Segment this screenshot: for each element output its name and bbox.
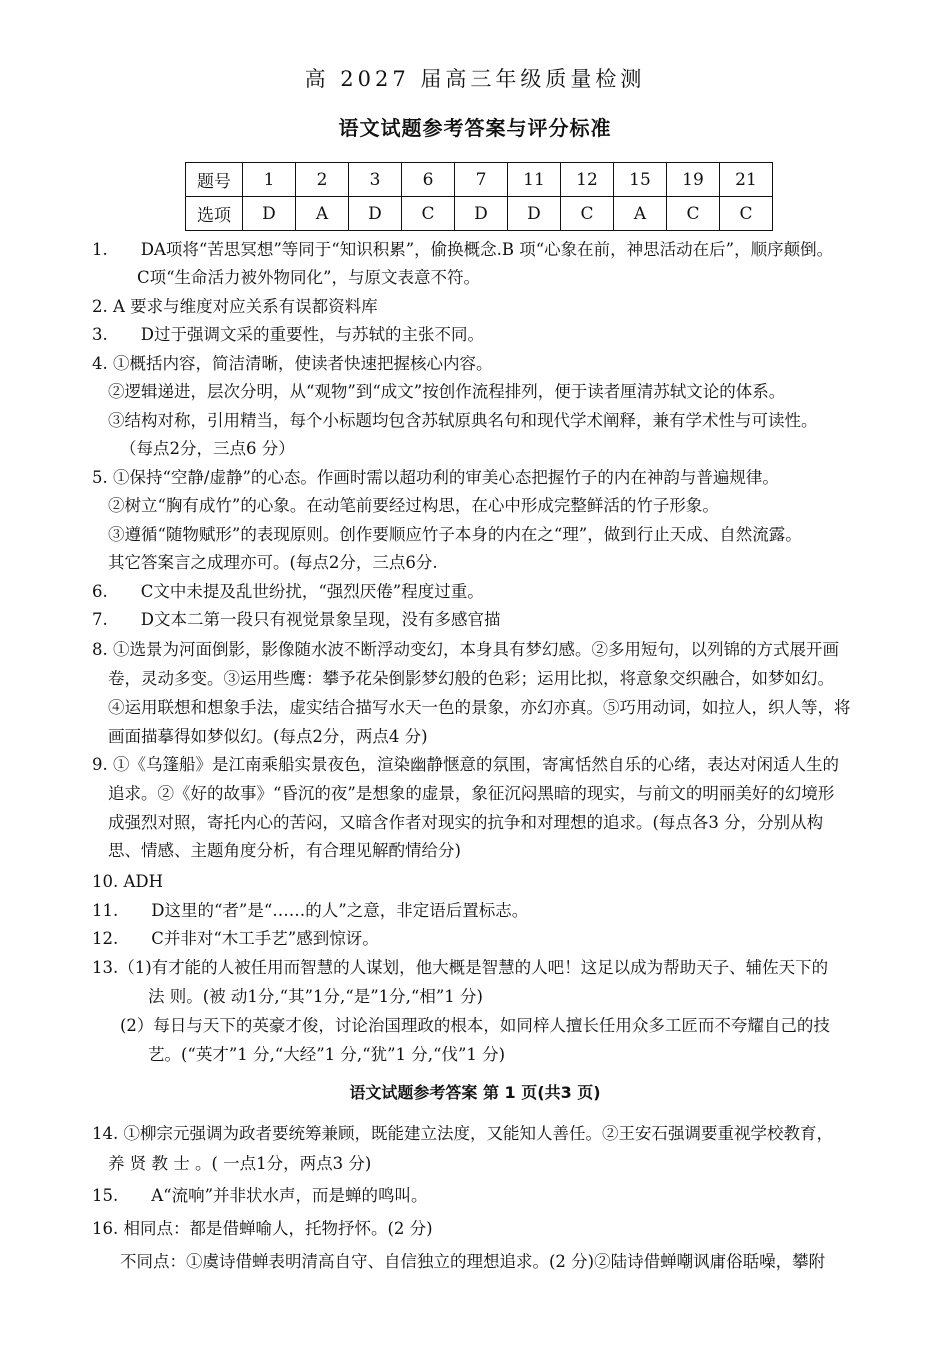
answer-line: 5. ①保持“空静/虚静”的心态。作画时需以超功利的审美心态把握竹子的内在神韵与普遍规律。 <box>92 468 779 487</box>
answer-line: 15. A“流响”并非状水声，而是蝉的鸣叫。 <box>92 1186 428 1205</box>
answer-line: ④运用联想和想象手法，虚实结合描写水天一色的景象，亦幻亦真。⑤巧用动词，如拉人，织人等，将 <box>108 698 851 717</box>
answer-line: 8. ①选景为河面倒影，影像随水波不断浮动变幻，本身具有梦幻感。②多用短句，以列锦的方式展开画 <box>92 640 839 659</box>
answer-cell: C <box>667 197 720 231</box>
answer-line: 卷，灵动多变。③运用些鹰：攀予花朵倒影梦幻般的色彩；运用比拟，将意象交织融合，如梦如幻。 <box>108 669 834 688</box>
answer-line: 4. ①概括内容，简洁清晰，使读者快速把握核心内容。 <box>92 354 493 373</box>
answer-line: 法 则。(被 动1分,“其”1分,“是”1分,“相”1 分) <box>148 987 483 1006</box>
exam-title: 高 2027 届高三年级质量检测 <box>304 67 646 91</box>
answer-line: ②树立“胸有成竹”的心象。在动笔前要经过构思，在心中形成完整鲜活的竹子形象。 <box>108 496 719 515</box>
answer-line: ②逻辑递进，层次分明，从“观物”到“成文”按创作流程排列，便于读者厘清苏轼文论的体系。 <box>108 382 786 401</box>
answer-line: 成强烈对照，寄托内心的苦闷，又暗含作者对现实的抗争和对理想的追求。(每点各3 分，分别从构 <box>108 813 824 832</box>
answer-line: (2）每日与天下的英豪才俊，讨论治国理政的根本，如同梓人擅长任用众多工匠而不夸耀自己的技 <box>120 1016 830 1035</box>
page-footer: 语文试题参考答案 第 1 页(共3 页) <box>349 1083 601 1102</box>
answer-line: 14. ①柳宗元强调为政者要统筹兼顾，既能建立法度，又能知人善任。②王安石强调要重视学校教育， <box>92 1124 833 1143</box>
answer-table <box>185 162 773 231</box>
answer-line: 12. C并非对“木工手艺”感到惊讶。 <box>92 929 379 948</box>
answer-line: 其它答案言之成理亦可。(每点2分，三点6分. <box>108 553 438 572</box>
answer-line: 6. C文中未提及乱世纷扰，“强烈厌倦”程度过重。 <box>92 582 484 601</box>
question-number-cell: 21 <box>720 163 773 197</box>
question-number-row <box>186 163 773 197</box>
question-number-cell: 1 <box>243 163 296 197</box>
answer-cell: D <box>349 197 402 231</box>
answer-line: 7. D文本二第一段只有视觉景象呈现，没有多感官描 <box>92 610 501 629</box>
answer-cell: A <box>296 197 349 231</box>
question-number-cell: 11 <box>508 163 561 197</box>
answer-line: 1. DA项将“苦思冥想”等同于“知识积累”，偷换概念.B 项“心象在前，神思活动在后”，顺序颠倒。 <box>92 240 834 259</box>
answer-cell: A <box>614 197 667 231</box>
answer-line: 2. A 要求与维度对应关系有误都资料库 <box>92 297 378 316</box>
answer-cell: C <box>720 197 773 231</box>
question-number-cell: 19 <box>667 163 720 197</box>
row-label-answer: 选项 <box>186 197 243 231</box>
answer-line: 3. D过于强调文采的重要性，与苏轼的主张不同。 <box>92 325 484 344</box>
answer-line: 养 贤 教 士 。( 一点1分，两点3 分) <box>108 1154 372 1173</box>
answer-cell: C <box>402 197 455 231</box>
question-number-cell: 12 <box>561 163 614 197</box>
answer-line: 11. D这里的“者”是“……的人”之意，非定语后置标志。 <box>92 901 529 920</box>
answer-line: 思、情感、主题角度分析，有合理见解酌情给分) <box>108 841 461 860</box>
answer-line: 画面描摹得如梦似幻。(每点2分，两点4 分) <box>108 727 428 746</box>
answer-line: 艺。(“英才”1 分,“大经”1 分,“犹”1 分,“伐”1 分) <box>148 1045 506 1064</box>
answer-cell: D <box>243 197 296 231</box>
answer-line: ③遵循“随物赋形”的表现原则。创作要顺应竹子本身的内在之“理”，做到行止天成、自然流露。 <box>108 525 802 544</box>
answer-line: 追求。②《好的故事》“昏沉的夜”是想象的虚景，象征沉闷黑暗的现实，与前文的明丽美好的幻境形 <box>108 784 835 803</box>
answer-cell: D <box>508 197 561 231</box>
row-label-question: 题号 <box>186 163 243 197</box>
answer-line: 不同点：①虞诗借蝉表明清高自守、自信独立的理想追求。(2 分)②陆诗借蝉嘲讽庸俗聒噪，攀附 <box>120 1252 826 1271</box>
document-subtitle: 语文试题参考答案与评分标准 <box>338 116 612 140</box>
question-number-cell: 15 <box>614 163 667 197</box>
question-number-cell: 6 <box>402 163 455 197</box>
answer-line: ③结构对称，引用精当，每个小标题均包含苏轼原典名句和现代学术阐释，兼有学术性与可读性。 <box>108 411 818 430</box>
answer-row <box>186 197 773 231</box>
question-number-cell: 7 <box>455 163 508 197</box>
question-number-cell: 3 <box>349 163 402 197</box>
answer-cell: D <box>455 197 508 231</box>
question-number-cell: 2 <box>296 163 349 197</box>
answer-line: 16. 相同点：都是借蝉喻人，托物抒怀。(2 分) <box>92 1219 433 1238</box>
answer-line: （每点2分，三点6 分） <box>120 439 295 458</box>
answer-line: 9. ①《乌篷船》是江南乘船实景夜色，渲染幽静惬意的氛围，寄寓恬然自乐的心绪，表达对闲适人生的 <box>92 755 839 774</box>
answer-line: 10. ADH <box>92 872 164 891</box>
answer-cell: C <box>561 197 614 231</box>
answer-line: 13.（1)有才能的人被任用而智慧的人谋划，他大概是智慧的人吧！这足以成为帮助天子、辅佐天下的 <box>92 958 829 977</box>
answer-line: C项“生命活力被外物同化”，与原文表意不符。 <box>137 268 480 287</box>
